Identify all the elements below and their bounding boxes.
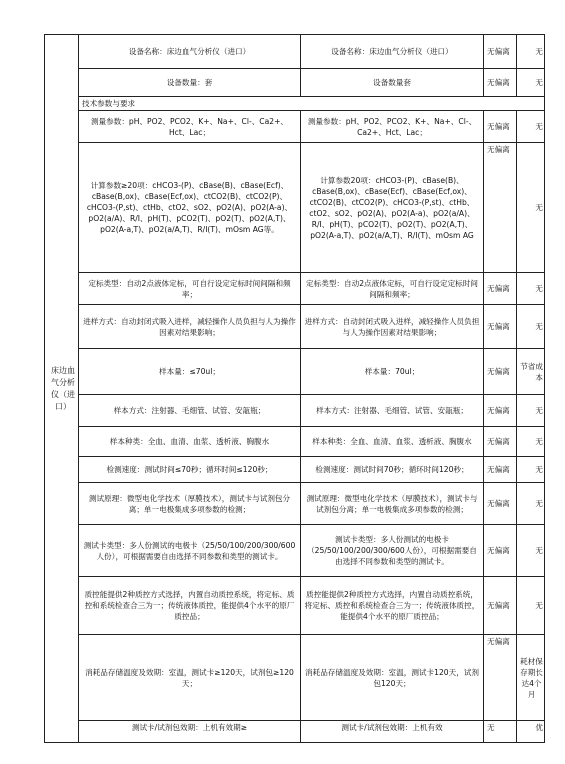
- cell-req: 检测速度：测试时间≤70秒；循环时间≤120秒；: [79, 457, 301, 483]
- table-row: [45, 483, 545, 525]
- cell-note: 无: [517, 395, 545, 427]
- cell-dev: 无偏离: [484, 35, 517, 69]
- table-row: [45, 349, 545, 395]
- cell-note: 无: [517, 69, 545, 97]
- cell-note: 无: [517, 111, 545, 143]
- spec-table-body: [45, 35, 545, 743]
- cell-note: 无: [517, 483, 545, 525]
- table-row: [45, 395, 545, 427]
- table-row: [45, 273, 545, 305]
- cell-resp: 设备数量套: [301, 69, 484, 97]
- cell-note: 无: [517, 143, 545, 273]
- cell-note: 无: [517, 427, 545, 457]
- table-row: [45, 577, 545, 635]
- cell-resp: 测量参数：pH、PO2、PCO2、K+、Na+、Cl-、Ca2+、Hct、Lac；: [301, 111, 484, 143]
- device-category-label: 床边血气分析仪（进口）: [51, 365, 75, 411]
- cell-dev: 无偏离: [484, 273, 517, 305]
- cell-resp: 样本方式：注射器、毛细管、试管、安瓿瓶；: [301, 395, 484, 427]
- cell-resp: 消耗品存储温度及效期：室温，测试卡120天，试剂包120天；: [301, 635, 484, 721]
- cell-req: 质控能提供2种质控方式选择，内置自动质控系统，将定标、质控和系统检查合三为一；传统液体质控，能提供4个水平的原厂质控品；: [79, 577, 301, 635]
- table-row: [45, 427, 545, 457]
- cell-dev: 无偏离: [484, 525, 517, 577]
- cell-req: 设备数量：套: [79, 69, 301, 97]
- cell-resp: 样本种类：全血、血清、血浆、透析液、胸腹水: [301, 427, 484, 457]
- cell-resp: 测试卡/试剂包效期：上机有效: [301, 721, 484, 743]
- table-row: [45, 69, 545, 97]
- cell-note: 无: [517, 35, 545, 69]
- table-row: [45, 111, 545, 143]
- cell-note: 无: [517, 577, 545, 635]
- cell-req: 消耗品存储温度及效期：室温，测试卡≥120天，试剂包≥120天；: [79, 635, 301, 721]
- cell-note: 无: [517, 273, 545, 305]
- cell-resp: 进样方式：自动封闭式吸入进样，减轻操作人员负担与人为操作因素对结果影响；: [301, 305, 484, 349]
- cell-dev: 无偏离: [484, 143, 517, 273]
- cell-req: 测量参数：pH、PO2、PCO2、K+、Na+、Cl-、Ca2+、Hct、Lac；: [79, 111, 301, 143]
- table-row: [45, 635, 545, 721]
- cell-note: 无: [517, 457, 545, 483]
- cell-req: 样本量：≤70ul；: [79, 349, 301, 395]
- cell-note: 耗材保存期长达4个月: [517, 635, 545, 721]
- cell-req: 进样方式：自动封闭式吸入进样，减轻操作人员负担与人为操作因素对结果影响；: [79, 305, 301, 349]
- cell-resp: 设备名称：床边血气分析仪（进口）: [301, 35, 484, 69]
- table-row: [45, 457, 545, 483]
- cell-resp: 测试卡类型：多人份测试的电极卡（25/50/100/200/300/600人份），可根据需要自由选择不同参数和类型的测试卡。: [301, 525, 484, 577]
- table-row: [45, 721, 545, 743]
- cell-dev: 无偏离: [484, 427, 517, 457]
- cell-dev: 无偏离: [484, 349, 517, 395]
- cell-req: 测试原理：微型电化学技术（厚膜技术），测试卡与试剂包分离；单一电极集成多项参数的检测；: [79, 483, 301, 525]
- cell-resp: 样本量：70ul；: [301, 349, 484, 395]
- cell-req: 样本种类：全血、血清、血浆、透析液、胸腹水: [79, 427, 301, 457]
- device-category-cell: [45, 35, 79, 743]
- cell-note: 无: [517, 305, 545, 349]
- table-row: [45, 525, 545, 577]
- cell-req: 测试卡/试剂包效期：上机有效期≥: [79, 721, 301, 743]
- cell-resp: 定标类型：自动2点液体定标，可自行设定定标时间间隔和频率；: [301, 273, 484, 305]
- cell-dev: 无偏离: [484, 305, 517, 349]
- cell-resp: 质控能提供2种质控方式选择，内置自动质控系统，将定标、质控和系统检查合三为一；传统液体质控，能提供4个水平的原厂质控品；: [301, 577, 484, 635]
- cell-req: 测试卡类型：多人份测试的电极卡（25/50/100/200/300/600人份），可根据需要自由选择不同参数和类型的测试卡。: [79, 525, 301, 577]
- cell-resp: 计算参数20项：cHCO3-(P)、cBase(B)、cBase(B,ox)、cBase(Ecf)、cBase(Ecf,ox)、ctCO2(B)、ctCO2(P)、cHCO3-(P,st)、ctHb、ctO2、sO2、pO2(A)、pO2(A-a)、pO2(a/A)、R/I、pH(T)、pCO2(T)、pO2(T)、pO2(A,T)、pO2(A-a,T)、pO2(a/A,T)、R/I(T)、mOsm AG: [301, 143, 484, 273]
- cell-dev: 无偏离: [484, 395, 517, 427]
- cell-note: 优: [517, 721, 545, 743]
- cell-dev: 无偏离: [484, 69, 517, 97]
- cell-dev: 无偏离: [484, 111, 517, 143]
- cell-req: 样本方式：注射器、毛细管、试管、安瓿瓶；: [79, 395, 301, 427]
- cell-dev: 无偏离: [484, 483, 517, 525]
- cell-dev: 无偏离: [484, 635, 517, 721]
- table-row: [45, 143, 545, 273]
- cell-resp: 检测速度：测试时间70秒；循环时间120秒；: [301, 457, 484, 483]
- section-heading: 技术参数与要求: [79, 97, 545, 111]
- cell-dev: 无偏离: [484, 577, 517, 635]
- cell-req: 定标类型：自动2点液体定标，可自行设定定标时间间隔和频率；: [79, 273, 301, 305]
- cell-dev: 无: [484, 721, 517, 743]
- cell-req: 设备名称：床边血气分析仪（进口）: [79, 35, 301, 69]
- table-row: [45, 35, 545, 69]
- table-row: [45, 305, 545, 349]
- cell-note: 节省成本: [517, 349, 545, 395]
- cell-dev: 无偏离: [484, 457, 517, 483]
- cell-req: 计算参数≥20项：cHCO3-(P)、cBase(B)、cBase(Ecf)、cBase(B,ox)、cBase(Ecf,ox)、ctCO2(B)、ctCO2(P)、cHCO3-(P,st)、ctHb、ctO2、sO2、pO2(A)、pO2(A-a)、pO2(a/A)、R/I、pH(T)、pCO2(T)、pO2(T)、pO2(A,T)、pO2(A-a,T)、pO2(a/A,T)、R/I(T)、mOsm AG等。: [79, 143, 301, 273]
- table-row: [45, 97, 545, 111]
- cell-note: 无: [517, 525, 545, 577]
- cell-resp: 测试原理：微型电化学技术（厚膜技术），测试卡与试剂包分离；单一电极集成多项参数的检测；: [301, 483, 484, 525]
- spec-table: [44, 34, 545, 743]
